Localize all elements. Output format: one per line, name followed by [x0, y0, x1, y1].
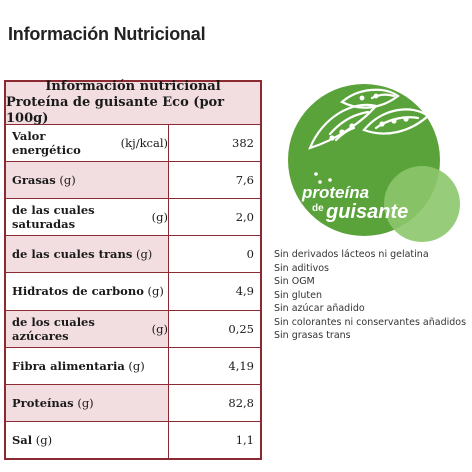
nutrient-label — [6, 422, 168, 458]
nutrition-table — [4, 80, 262, 460]
nutrient-value: 82,8 — [168, 385, 260, 421]
nutrient-label — [6, 348, 168, 384]
claim-item: Sin derivados lácteos ni gelatina — [274, 249, 429, 260]
nutrient-label — [6, 273, 168, 309]
nutrient-unit: (g) — [128, 358, 145, 373]
nutrient-label — [6, 311, 168, 347]
nutrient-name: Valor energético — [12, 129, 81, 158]
nutrient-label — [6, 162, 168, 198]
nutrient-unit: (kj/kcal) — [120, 136, 168, 151]
nutrient-name: Fibra alimentaria — [12, 358, 125, 373]
logo-text-small: de — [312, 203, 324, 214]
claim-item: Sin aditivos — [274, 262, 329, 274]
nutrient-name: Grasas — [12, 173, 56, 188]
nutrient-name: de los cuales azúcares — [12, 314, 95, 343]
nutrient-unit: (g) — [135, 247, 153, 262]
nutrient-name: de las cuales saturadas — [12, 203, 95, 232]
claim-item: Sin gluten — [274, 289, 322, 301]
logo-text-line2: guisante — [326, 201, 409, 223]
nutrient-unit: (g) — [147, 284, 164, 299]
table-row — [6, 311, 260, 348]
nutrient-value: 7,6 — [168, 162, 260, 198]
nutrient-label — [6, 125, 168, 161]
table-row — [6, 162, 260, 199]
table-row — [6, 273, 260, 310]
nutrient-value: 382 — [168, 125, 260, 161]
table-row — [6, 422, 260, 458]
nutrition-rows — [6, 125, 260, 458]
table-row — [6, 125, 260, 162]
nutrient-unit: (g) — [151, 210, 168, 225]
nutrient-name: Sal — [12, 432, 33, 447]
table-row — [6, 236, 260, 273]
nutrient-value: 4,19 — [168, 348, 260, 384]
nutrient-name: Hidratos de carbono — [12, 284, 144, 299]
nutrient-label — [6, 385, 168, 421]
logo-text-line1: proteína — [302, 183, 370, 202]
claim-item: Sin colorantes ni conservantes añadidos — [274, 316, 467, 328]
product-claims-list — [274, 248, 466, 343]
claim-item: Sin grasas trans — [274, 330, 351, 341]
nutrition-table-subtitle: Proteína de guisante Eco (por 100g) — [6, 95, 225, 126]
nutrient-value: 0 — [168, 236, 260, 272]
claim-item: Sin OGM — [274, 276, 315, 287]
nutrient-unit: (g) — [151, 321, 168, 336]
pea-protein-logo — [272, 78, 468, 246]
table-row — [6, 385, 260, 422]
nutrient-value: 2,0 — [168, 199, 260, 235]
nutrient-unit: (g) — [59, 173, 76, 188]
nutrition-table-header — [6, 79, 260, 126]
nutrient-name: Proteínas — [12, 395, 74, 410]
nutrient-unit: (g) — [77, 395, 94, 410]
nutrition-table-title: Información nutricional — [45, 79, 221, 94]
page-title: Información Nutricional — [8, 24, 206, 44]
nutrient-unit: (g) — [35, 432, 53, 447]
nutrient-label — [6, 199, 168, 235]
nutrient-value: 0,25 — [168, 311, 260, 347]
table-row — [6, 348, 260, 385]
table-row — [6, 199, 260, 236]
nutrient-value: 1,1 — [168, 422, 260, 458]
claim-item: Sin azúcar añadido — [274, 303, 365, 314]
nutrient-name: de las cuales trans — [12, 247, 133, 262]
nutrient-value: 4,9 — [168, 273, 260, 309]
nutrient-label — [6, 236, 168, 272]
